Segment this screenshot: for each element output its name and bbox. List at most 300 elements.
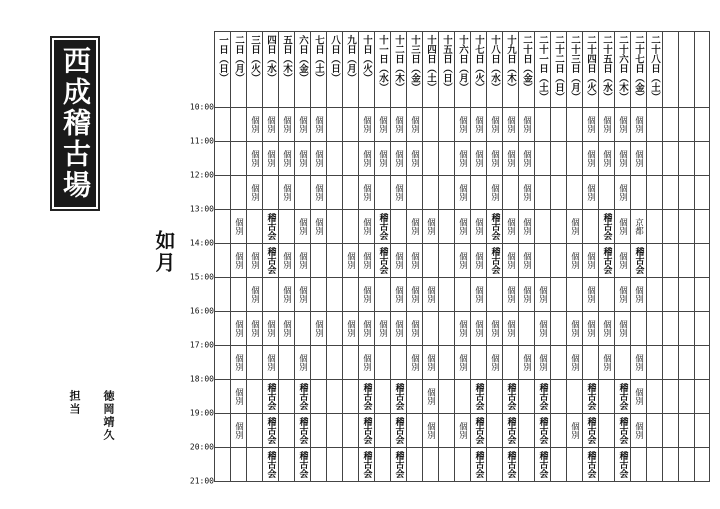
day-header	[295, 32, 311, 108]
day-header	[615, 32, 631, 108]
group-practice-entry: 稽古会	[617, 417, 628, 444]
schedule-cell	[407, 176, 423, 210]
schedule-cell	[375, 278, 391, 312]
schedule-cell	[631, 414, 647, 448]
schedule-cell	[247, 312, 263, 346]
schedule-cell	[599, 142, 615, 176]
time-label: 20:00	[189, 442, 214, 452]
schedule-cell	[311, 312, 327, 346]
individual-entry: 個別	[265, 116, 276, 133]
schedule-cell	[471, 278, 487, 312]
schedule-cell	[487, 278, 503, 312]
individual-entry: 個別	[473, 320, 484, 337]
individual-entry: 個別	[313, 320, 324, 337]
schedule-cell	[647, 142, 663, 176]
schedule-cell	[391, 176, 407, 210]
individual-entry: 個別	[601, 150, 612, 167]
schedule-cell	[551, 142, 567, 176]
schedule-cell	[327, 414, 343, 448]
schedule-cell	[343, 176, 359, 210]
schedule-cell	[455, 176, 471, 210]
schedule-cell	[391, 278, 407, 312]
schedule-cell	[663, 346, 679, 380]
day-header	[599, 32, 615, 108]
individual-entry: 個別	[425, 286, 436, 303]
time-slot-row	[215, 244, 710, 278]
day-header	[423, 32, 439, 108]
schedule-cell	[535, 346, 551, 380]
schedule-cell	[359, 210, 375, 244]
day-header	[471, 32, 487, 108]
schedule-cell	[215, 380, 231, 414]
schedule-cell	[295, 176, 311, 210]
schedule-cell	[311, 278, 327, 312]
schedule-cell	[615, 244, 631, 278]
schedule-cell	[215, 210, 231, 244]
schedule-cell	[647, 210, 663, 244]
individual-entry: 個別	[281, 320, 292, 337]
group-practice-entry: 稽古会	[633, 247, 644, 274]
schedule-cell	[647, 414, 663, 448]
individual-entry: 個別	[457, 116, 468, 133]
individual-entry: 個別	[537, 354, 548, 371]
schedule-cell	[343, 312, 359, 346]
individual-entry: 個別	[233, 252, 244, 269]
schedule-cell	[295, 108, 311, 142]
time-label: 14:00	[189, 238, 214, 248]
time-slot-row	[215, 346, 710, 380]
individual-entry: 個別	[585, 286, 596, 303]
day-label: 九日（月）	[345, 35, 356, 83]
group-practice-entry: 稽古会	[361, 383, 372, 410]
schedule-cell	[359, 244, 375, 278]
schedule-cell	[263, 312, 279, 346]
schedule-cell	[694, 142, 710, 176]
individual-entry: 個別	[601, 116, 612, 133]
individual-entry: 個別	[457, 320, 468, 337]
individual-entry: 個別	[425, 388, 436, 405]
individual-entry: 個別	[585, 184, 596, 201]
schedule-cell	[295, 448, 311, 482]
group-practice-entry: 稽古会	[265, 247, 276, 274]
group-practice-entry: 稽古会	[473, 417, 484, 444]
day-header	[455, 32, 471, 108]
studio-title-box	[50, 36, 100, 211]
schedule-cell	[519, 108, 535, 142]
group-practice-entry: 稽古会	[505, 451, 516, 478]
time-slot-row	[215, 142, 710, 176]
group-practice-entry: 稽古会	[265, 213, 276, 240]
schedule-cell	[551, 448, 567, 482]
individual-entry: 個別	[617, 116, 628, 133]
individual-entry: 個別	[409, 116, 420, 133]
schedule-cell	[663, 414, 679, 448]
day-label: 二十六日（木）	[617, 35, 628, 102]
schedule-cell	[694, 244, 710, 278]
schedule-cell	[215, 244, 231, 278]
individual-entry: 個別	[457, 252, 468, 269]
schedule-cell	[231, 414, 247, 448]
individual-entry: 個別	[281, 252, 292, 269]
individual-entry: 個別	[297, 286, 308, 303]
schedule-cell	[263, 278, 279, 312]
individual-entry: 個別	[249, 252, 260, 269]
schedule-cell	[471, 414, 487, 448]
individual-entry: 個別	[473, 252, 484, 269]
schedule-cell	[503, 244, 519, 278]
schedule-cell	[615, 414, 631, 448]
schedule-cell	[343, 244, 359, 278]
schedule-cell	[694, 448, 710, 482]
schedule-cell	[599, 414, 615, 448]
schedule-cell	[599, 244, 615, 278]
group-practice-entry: 稽古会	[265, 383, 276, 410]
schedule-cell	[471, 142, 487, 176]
schedule-cell	[487, 176, 503, 210]
individual-entry: 個別	[265, 150, 276, 167]
schedule-cell	[599, 380, 615, 414]
schedule-cell	[551, 278, 567, 312]
schedule-cell	[503, 142, 519, 176]
individual-entry: 個別	[633, 422, 644, 439]
schedule-cell	[631, 380, 647, 414]
schedule-cell	[375, 244, 391, 278]
schedule-cell	[519, 210, 535, 244]
schedule-cell	[647, 244, 663, 278]
schedule-cell	[551, 312, 567, 346]
schedule-cell	[279, 210, 295, 244]
individual-entry: 個別	[361, 150, 372, 167]
schedule-cell	[439, 244, 455, 278]
individual-entry: 個別	[313, 184, 324, 201]
schedule-cell	[391, 448, 407, 482]
individual-entry: 個別	[377, 116, 388, 133]
day-label: 八日（日）	[329, 35, 340, 83]
individual-entry: 個別	[457, 150, 468, 167]
schedule-cell	[215, 278, 231, 312]
schedule-cell	[407, 108, 423, 142]
schedule-cell	[694, 278, 710, 312]
time-label: 21:00	[189, 476, 214, 486]
schedule-cell	[359, 380, 375, 414]
individual-entry: 個別	[457, 218, 468, 235]
time-label: 16:00	[189, 306, 214, 316]
schedule-cell	[359, 312, 375, 346]
schedule-cell	[567, 108, 583, 142]
schedule-cell	[583, 380, 599, 414]
schedule-cell	[423, 312, 439, 346]
month-label: 如月	[152, 230, 176, 274]
day-header-row	[215, 32, 710, 108]
schedule-cell	[503, 380, 519, 414]
individual-entry: 個別	[393, 320, 404, 337]
schedule-cell	[391, 244, 407, 278]
schedule-cell	[295, 346, 311, 380]
individual-entry: 個別	[425, 218, 436, 235]
schedule-cell	[519, 414, 535, 448]
schedule-cell	[567, 244, 583, 278]
schedule-cell	[407, 278, 423, 312]
group-practice-entry: 稽古会	[537, 451, 548, 478]
schedule-cell	[567, 176, 583, 210]
individual-entry: 個別	[249, 286, 260, 303]
schedule-cell	[694, 108, 710, 142]
schedule-cell	[263, 346, 279, 380]
group-practice-entry: 稽古会	[265, 451, 276, 478]
schedule-cell	[247, 244, 263, 278]
group-practice-entry: 稽古会	[537, 383, 548, 410]
individual-entry: 個別	[601, 354, 612, 371]
schedule-cell	[279, 142, 295, 176]
schedule-cell	[343, 108, 359, 142]
schedule-cell	[391, 380, 407, 414]
schedule-cell	[519, 278, 535, 312]
schedule-cell	[455, 380, 471, 414]
day-header	[503, 32, 519, 108]
individual-entry: 個別	[489, 150, 500, 167]
schedule-cell	[567, 142, 583, 176]
schedule-cell	[215, 108, 231, 142]
schedule-cell	[439, 278, 455, 312]
day-header	[391, 32, 407, 108]
schedule-cell	[247, 108, 263, 142]
day-label: 三日（火）	[249, 35, 260, 83]
schedule-cell	[327, 346, 343, 380]
schedule-cell	[375, 210, 391, 244]
individual-entry: 個別	[249, 320, 260, 337]
schedule-cell	[215, 176, 231, 210]
schedule-cell	[375, 312, 391, 346]
schedule-cell	[487, 312, 503, 346]
individual-entry: 個別	[393, 286, 404, 303]
schedule-cell	[551, 244, 567, 278]
time-slot-row	[215, 380, 710, 414]
schedule-cell	[535, 108, 551, 142]
schedule-cell	[455, 312, 471, 346]
schedule-cell	[279, 346, 295, 380]
schedule-cell	[423, 244, 439, 278]
schedule-cell	[647, 312, 663, 346]
individual-entry: 個別	[361, 320, 372, 337]
individual-entry: 個別	[265, 320, 276, 337]
schedule-cell	[567, 448, 583, 482]
schedule-cell	[663, 312, 679, 346]
schedule-cell	[663, 142, 679, 176]
schedule-cell	[279, 278, 295, 312]
schedule-cell	[678, 176, 694, 210]
individual-entry: 個別	[569, 422, 580, 439]
schedule-cell	[599, 210, 615, 244]
individual-entry: 個別	[633, 150, 644, 167]
schedule-cell	[694, 414, 710, 448]
schedule-cell	[231, 380, 247, 414]
schedule-cell	[535, 244, 551, 278]
schedule-cell	[311, 448, 327, 482]
schedule-cell	[423, 414, 439, 448]
schedule-cell	[231, 346, 247, 380]
schedule-cell	[678, 414, 694, 448]
schedule-cell	[471, 380, 487, 414]
schedule-cell	[471, 346, 487, 380]
time-slot-row	[215, 448, 710, 482]
individual-entry: 個別	[633, 354, 644, 371]
individual-entry: 個別	[281, 150, 292, 167]
schedule-cell	[359, 108, 375, 142]
day-header	[247, 32, 263, 108]
schedule-cell	[567, 278, 583, 312]
individual-entry: 個別	[281, 116, 292, 133]
schedule-cell	[391, 142, 407, 176]
day-label: 五日（木）	[281, 35, 292, 83]
schedule-cell	[407, 414, 423, 448]
schedule-cell	[295, 210, 311, 244]
individual-entry: 個別	[537, 286, 548, 303]
schedule-cell	[295, 312, 311, 346]
individual-entry: 個別	[489, 184, 500, 201]
individual-entry: 個別	[313, 116, 324, 133]
schedule-cell	[423, 380, 439, 414]
schedule-cell	[583, 108, 599, 142]
individual-entry: 個別	[361, 252, 372, 269]
schedule-cell	[391, 414, 407, 448]
schedule-cell	[215, 414, 231, 448]
schedule-cell	[263, 176, 279, 210]
schedule-cell	[231, 176, 247, 210]
schedule-cell	[503, 346, 519, 380]
schedule-cell	[295, 278, 311, 312]
schedule-cell	[279, 244, 295, 278]
schedule-cell	[678, 278, 694, 312]
individual-entry: 個別	[409, 286, 420, 303]
schedule-cell	[263, 142, 279, 176]
schedule-cell	[455, 414, 471, 448]
schedule-cell	[247, 142, 263, 176]
individual-entry: 個別	[361, 116, 372, 133]
schedule-cell	[391, 312, 407, 346]
schedule-cell	[359, 448, 375, 482]
individual-entry: 個別	[393, 150, 404, 167]
schedule-cell	[631, 142, 647, 176]
schedule-cell	[567, 346, 583, 380]
schedule-cell	[551, 176, 567, 210]
day-header	[567, 32, 583, 108]
individual-entry: 個別	[489, 116, 500, 133]
schedule-cell	[407, 244, 423, 278]
schedule-cell	[599, 312, 615, 346]
schedule-cell	[407, 380, 423, 414]
schedule-cell	[439, 414, 455, 448]
schedule-cell	[311, 108, 327, 142]
group-practice-entry: 稽古会	[297, 451, 308, 478]
schedule-cell	[247, 176, 263, 210]
individual-entry: 個別	[233, 320, 244, 337]
schedule-cell	[439, 176, 455, 210]
schedule-cell	[215, 448, 231, 482]
individual-entry: 個別	[249, 150, 260, 167]
schedule-grid	[214, 31, 710, 482]
schedule-cell	[487, 414, 503, 448]
day-header	[231, 32, 247, 108]
schedule-cell	[231, 448, 247, 482]
schedule-cell	[295, 380, 311, 414]
schedule-cell	[327, 108, 343, 142]
time-slot-row	[215, 108, 710, 142]
schedule-cell	[311, 176, 327, 210]
schedule-cell	[231, 108, 247, 142]
schedule-cell	[615, 346, 631, 380]
schedule-cell	[615, 142, 631, 176]
individual-entry: 個別	[617, 218, 628, 235]
schedule-cell	[487, 346, 503, 380]
individual-entry: 個別	[617, 286, 628, 303]
schedule-cell	[439, 312, 455, 346]
schedule-cell	[583, 244, 599, 278]
schedule-cell	[615, 312, 631, 346]
individual-entry: 個別	[249, 116, 260, 133]
day-label: 二十三日（月）	[569, 35, 580, 102]
individual-entry: 個別	[473, 150, 484, 167]
group-practice-entry: 稽古会	[393, 417, 404, 444]
time-label: 10:00	[189, 102, 214, 112]
schedule-cell	[551, 414, 567, 448]
schedule-cell	[423, 210, 439, 244]
schedule-cell	[391, 108, 407, 142]
individual-entry: 個別	[409, 320, 420, 337]
group-practice-entry: 稽古会	[617, 451, 628, 478]
day-header	[327, 32, 343, 108]
schedule-cell	[551, 210, 567, 244]
schedule-cell	[583, 346, 599, 380]
schedule-cell	[343, 346, 359, 380]
schedule-cell	[375, 142, 391, 176]
schedule-cell	[631, 346, 647, 380]
schedule-cell	[359, 142, 375, 176]
schedule-cell	[631, 448, 647, 482]
schedule-cell	[295, 142, 311, 176]
schedule-cell	[471, 210, 487, 244]
schedule-cell	[455, 210, 471, 244]
schedule-cell	[551, 108, 567, 142]
individual-entry: 個別	[617, 184, 628, 201]
schedule-cell	[439, 380, 455, 414]
schedule-cell	[343, 448, 359, 482]
schedule-cell	[215, 142, 231, 176]
schedule-cell	[599, 176, 615, 210]
group-practice-entry: 稽古会	[585, 451, 596, 478]
schedule-cell	[583, 176, 599, 210]
schedule-cell	[487, 244, 503, 278]
schedule-cell	[359, 176, 375, 210]
schedule-cell	[327, 448, 343, 482]
schedule-cell	[678, 312, 694, 346]
schedule-cell	[359, 278, 375, 312]
schedule-cell	[535, 312, 551, 346]
schedule-cell	[263, 244, 279, 278]
individual-entry: 個別	[393, 116, 404, 133]
day-header	[663, 32, 679, 108]
schedule-cell	[678, 108, 694, 142]
schedule-cell	[551, 346, 567, 380]
schedule-cell	[455, 346, 471, 380]
schedule-cell	[663, 278, 679, 312]
schedule-cell	[279, 448, 295, 482]
group-practice-entry: 稽古会	[505, 417, 516, 444]
schedule-cell	[631, 108, 647, 142]
schedule-cell	[583, 414, 599, 448]
individual-entry: 個別	[361, 218, 372, 235]
individual-entry: 個別	[425, 422, 436, 439]
time-label: 12:00	[189, 170, 214, 180]
